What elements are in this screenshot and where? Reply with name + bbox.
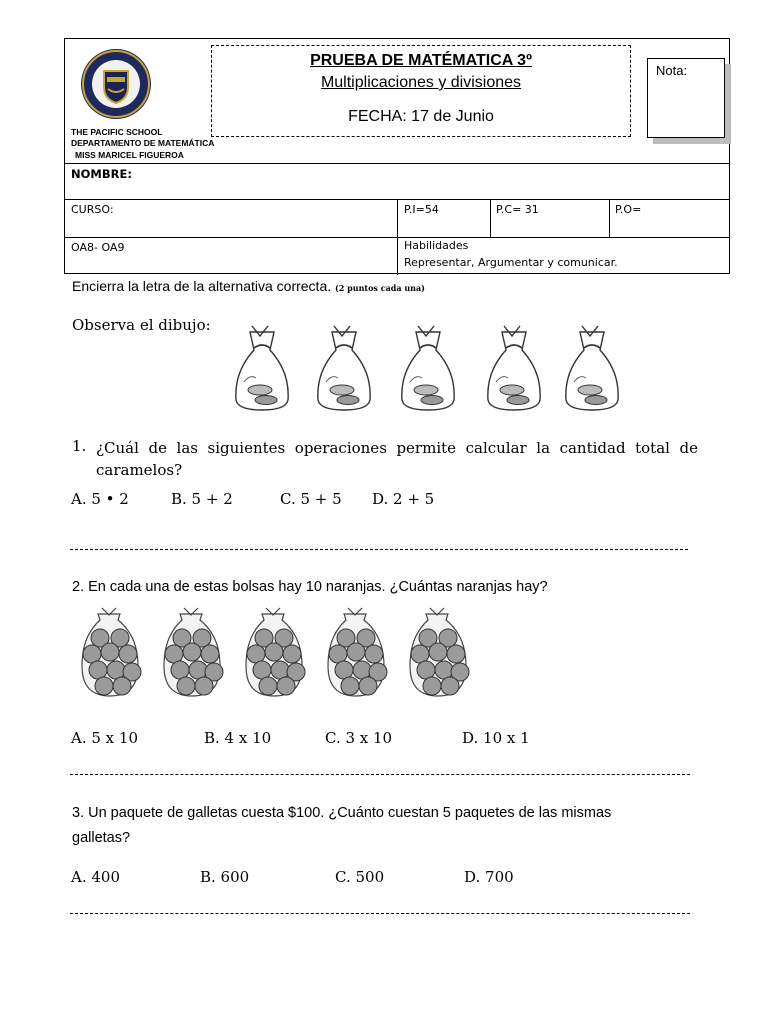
candy-bag xyxy=(566,326,618,410)
orange-bag xyxy=(410,608,469,696)
divider xyxy=(65,163,729,164)
divider xyxy=(397,199,398,275)
department-name: DEPARTAMENTO DE MATEMÁTICA xyxy=(71,138,215,148)
q3-option-a[interactable]: A. 400 xyxy=(71,868,120,886)
separator xyxy=(70,774,690,775)
pc-score: P.C= 31 xyxy=(496,203,539,216)
divider xyxy=(490,199,491,237)
instructions-main: Encierra la letra de la alternativa correcta. xyxy=(72,278,332,294)
oa-label: OA8- OA9 xyxy=(71,241,125,254)
instructions xyxy=(72,278,425,294)
orange-bags-illustration xyxy=(76,606,476,702)
candy-bags-svg xyxy=(230,322,650,414)
test-title: PRUEBA DE MATÉMATICA 3º xyxy=(310,52,532,69)
q1-number: 1. xyxy=(72,437,87,455)
q2-option-c[interactable]: C. 3 x 10 xyxy=(325,729,393,747)
header-table xyxy=(64,38,730,274)
grade-label: Nota: xyxy=(656,63,688,78)
candy-bags-illustration xyxy=(230,322,650,414)
q2-text: 2. En cada una de estas bolsas hay 10 naranjas. ¿Cuántas naranjas hay? xyxy=(72,579,548,595)
teacher-name: MISS MARICEL FIGUEROA xyxy=(75,150,184,160)
curso-label: CURSO: xyxy=(71,203,114,216)
orange-bag xyxy=(82,608,141,696)
q3-option-c[interactable]: C. 500 xyxy=(335,868,385,886)
q3-text-line2: galletas? xyxy=(72,830,131,846)
instructions-points: (2 puntos cada una) xyxy=(335,283,425,293)
candy-bag xyxy=(402,326,454,410)
q1-option-b[interactable]: B. 5 + 2 xyxy=(171,490,233,508)
q3-text-line1: 3. Un paquete de galletas cuesta $100. ¿Cuánto cuestan 5 paquetes de las mismas xyxy=(72,805,612,821)
q2-option-a[interactable]: A. 5 x 10 xyxy=(71,729,138,747)
candy-bag xyxy=(236,326,288,410)
pi-score: P.I=54 xyxy=(404,203,439,216)
orange-bag xyxy=(164,608,223,696)
q1-option-c[interactable]: C. 5 + 5 xyxy=(280,490,342,508)
test-subtitle: Multiplicaciones y divisiones xyxy=(320,74,522,91)
title-box xyxy=(211,45,631,137)
candy-bag xyxy=(488,326,540,410)
orange-bag xyxy=(328,608,387,696)
q1-option-d[interactable]: D. 2 + 5 xyxy=(372,490,435,508)
test-date: FECHA: 17 de Junio xyxy=(348,108,494,125)
school-name: THE PACIFIC SCHOOL xyxy=(71,127,163,137)
observe-label: Observa el dibujo: xyxy=(72,316,211,334)
q1-text: ¿Cuál de las siguientes operaciones permite calcular la cantidad total de caramelos? xyxy=(96,439,698,479)
habilidades-title: Habilidades xyxy=(404,239,469,252)
orange-bags-svg xyxy=(76,606,476,702)
grade-box xyxy=(647,58,725,138)
q3-option-b[interactable]: B. 600 xyxy=(200,868,250,886)
orange-bag xyxy=(246,608,305,696)
habilidades-text: Representar, Argumentar y comunicar. xyxy=(404,256,618,269)
candy-bag xyxy=(318,326,370,410)
separator xyxy=(70,549,688,550)
separator xyxy=(70,913,690,914)
q1-option-a[interactable]: A. 5 • 2 xyxy=(71,490,129,508)
school-logo xyxy=(79,47,153,121)
nombre-label: NOMBRE: xyxy=(71,167,132,181)
q2-option-d[interactable]: D. 10 x 1 xyxy=(462,729,530,747)
divider xyxy=(609,199,610,237)
q2-option-b[interactable]: B. 4 x 10 xyxy=(204,729,272,747)
po-score: P.O= xyxy=(615,203,642,216)
q3-option-d[interactable]: D. 700 xyxy=(464,868,514,886)
